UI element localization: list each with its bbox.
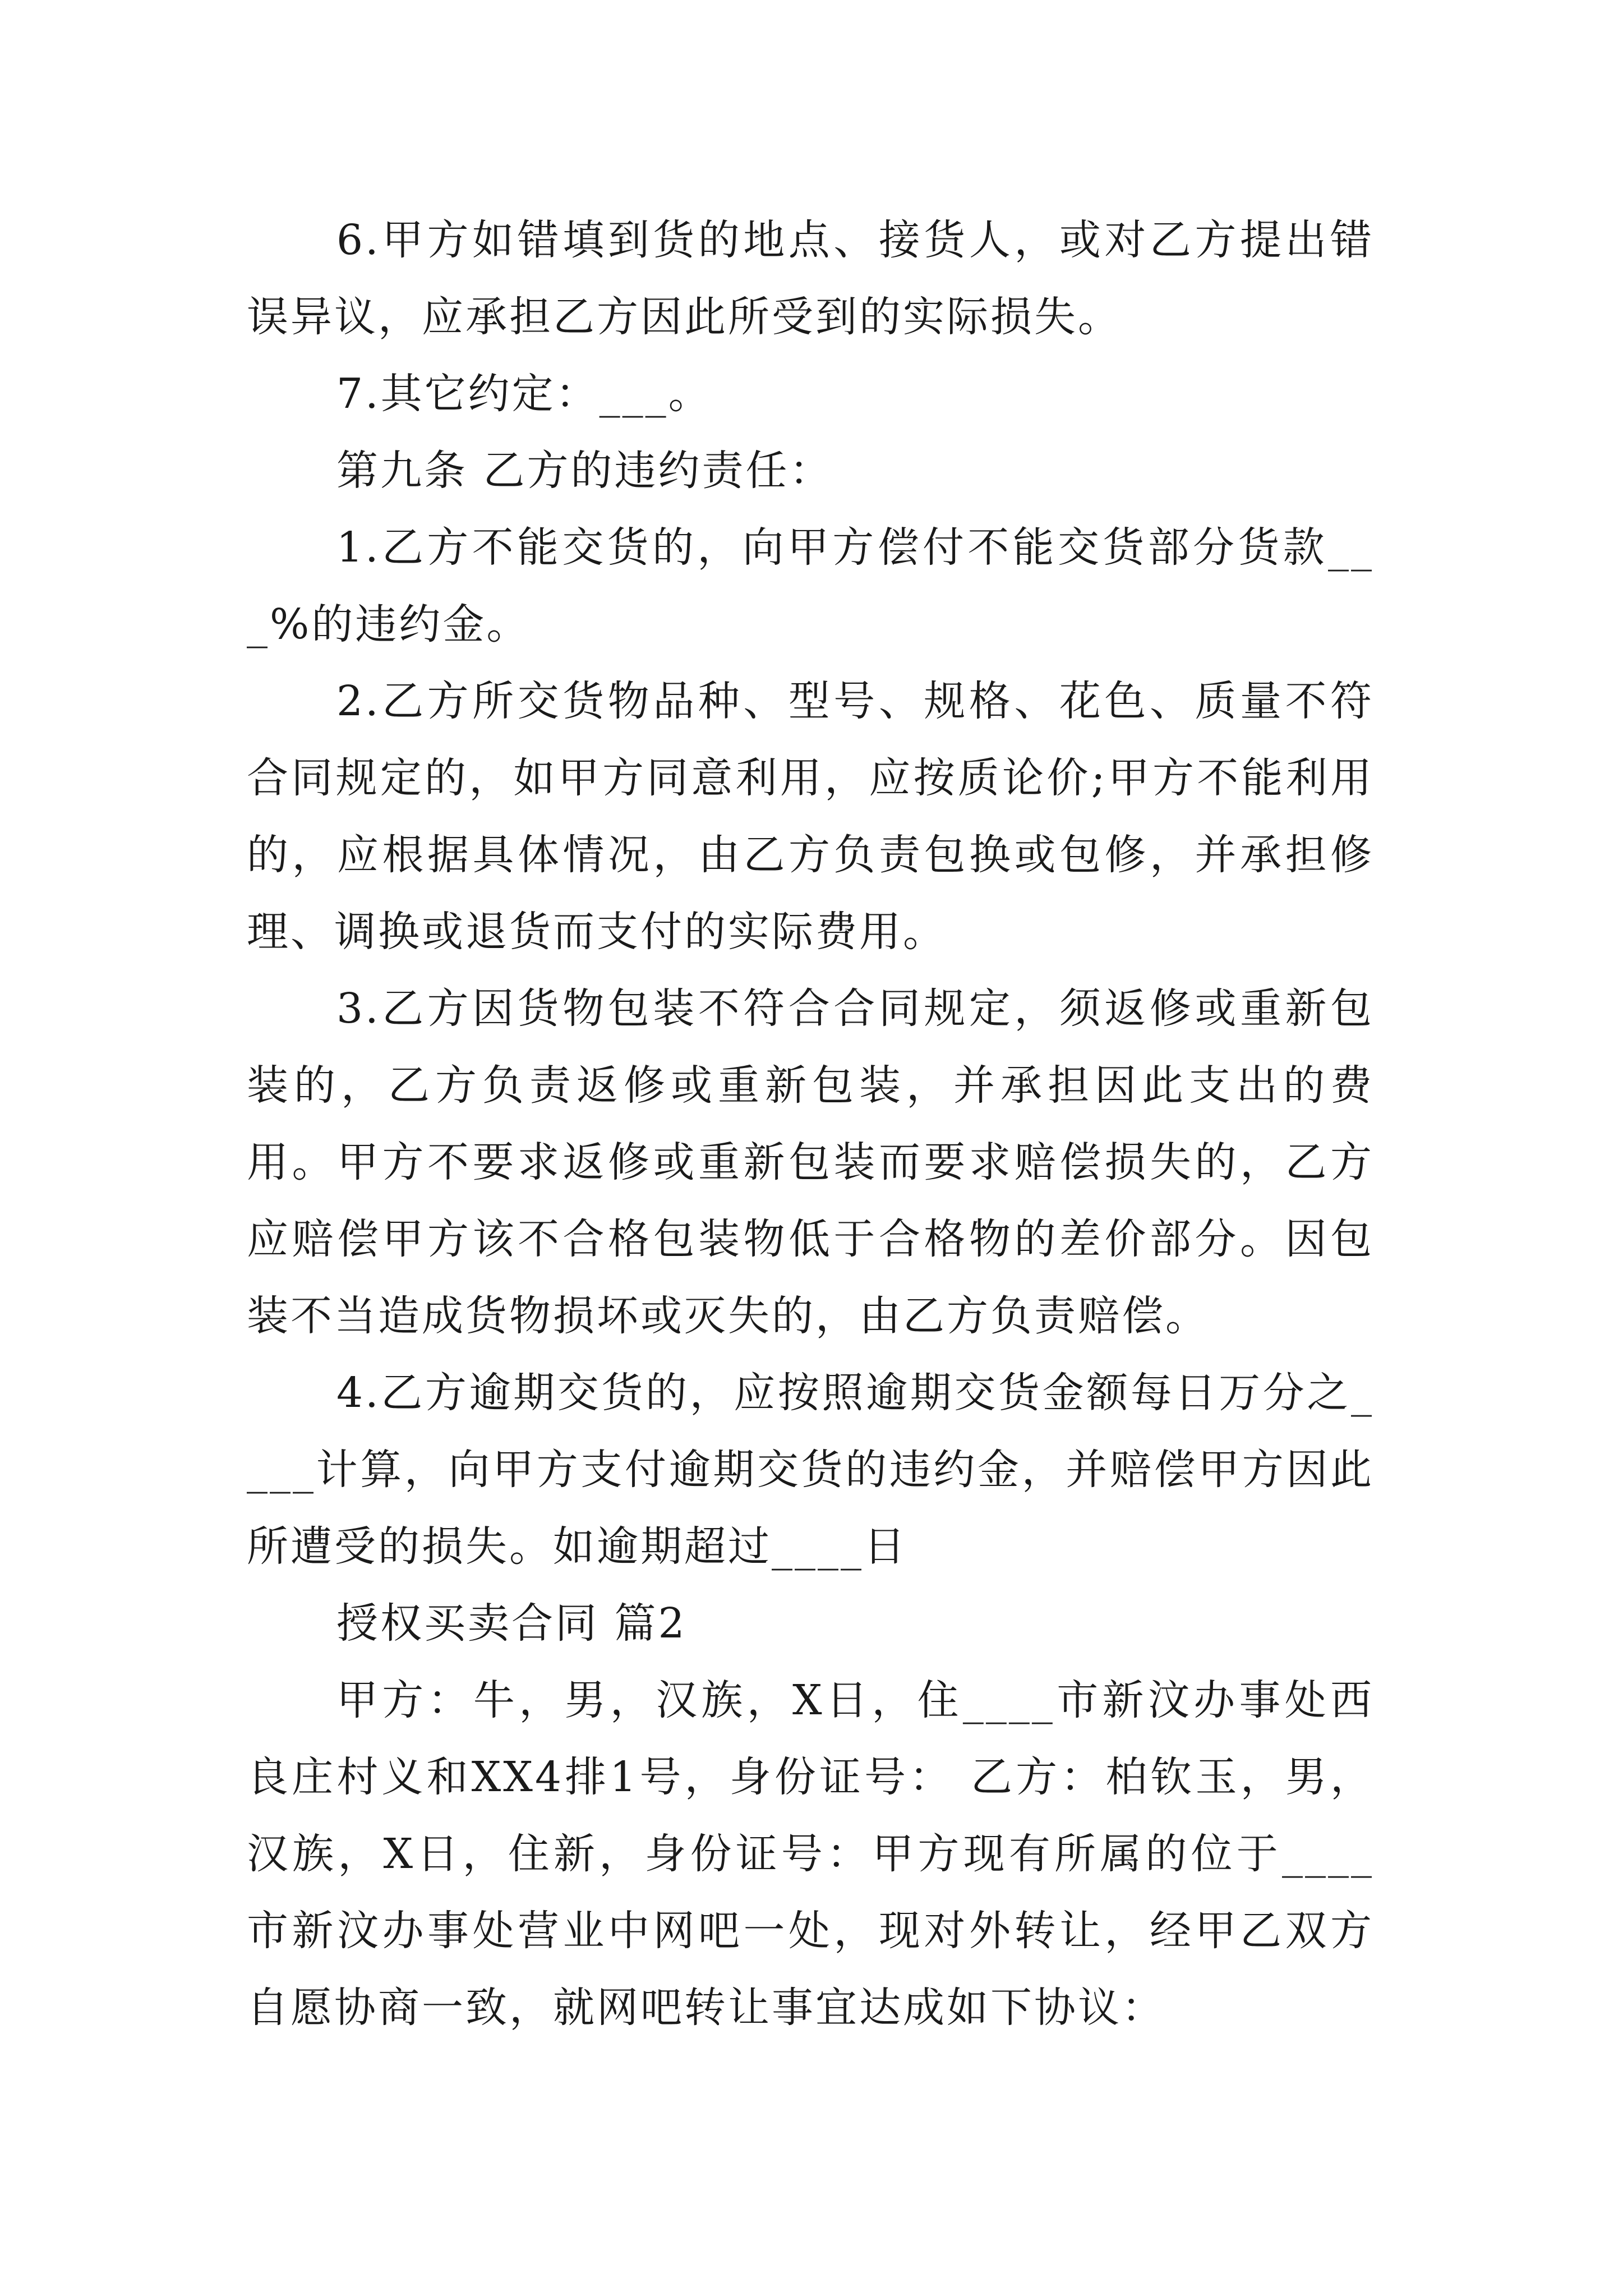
article-9-heading: 第九条 乙方的违约责任： <box>336 447 833 495</box>
paragraph-article-9-item-4: 4.乙方逾期交货的，应按照逾期交货金额每日万分之____计算，向甲方支付逾期交货的违约金，并赔偿甲方因此所遭受的损失。如逾期超过____日 <box>247 1369 1374 1571</box>
paragraph-item-6: 6.甲方如错填到货的地点、接货人，或对乙方提出错误异议，应承担乙方因此所受到的实际损失。 <box>247 216 1374 341</box>
document-body <box>247 202 1374 2046</box>
paragraph-article-9-item-2: 2.乙方所交货物品种、型号、规格、花色、质量不符合同规定的，如甲方同意利用，应按质论价;甲方不能利用的，应根据具体情况，由乙方负责包换或包修，并承担修理、调换或退货而支付的实际费用。 <box>247 677 1374 956</box>
paragraph-item-7: 7.其它约定：___。 <box>336 370 712 418</box>
paragraph-parties: 甲方：牛，男，汉族，X日，住____市新汶办事处西良庄村义和XX4排1号，身份证号： 乙方：柏钦玉，男，汉族，X日，住新，身份证号：甲方现有所属的位于____市新汶办事处营业中网吧一处，现对外转让，经甲乙双方自愿协商一致，就网吧转让事宜达成如下协议： <box>247 1676 1374 2032</box>
section-heading-contract-2: 授权买卖合同 篇2 <box>336 1599 687 1648</box>
paragraph-article-9-item-1: 1.乙方不能交货的，向甲方偿付不能交货部分货款___%的违约金。 <box>247 523 1374 648</box>
paragraph-article-9-item-3: 3.乙方因货物包装不符合合同规定，须返修或重新包装的，乙方负责返修或重新包装，并承担因此支出的费用。甲方不要求返修或重新包装而要求赔偿损失的，乙方应赔偿甲方该不合格包装物低于合格物的差价部分。因包装不当造成货物损坏或灭失的，由乙方负责赔偿。 <box>247 984 1374 1340</box>
